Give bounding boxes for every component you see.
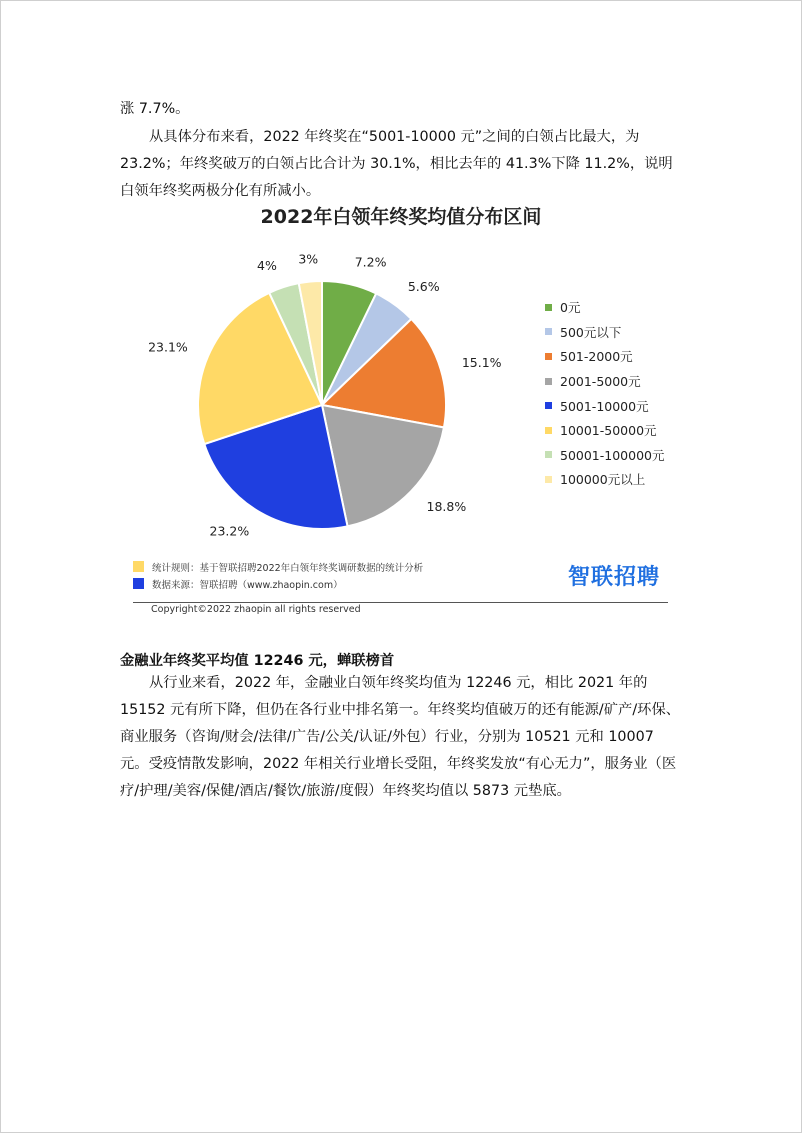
legend-swatch: [545, 427, 552, 434]
legend-item: [545, 418, 665, 443]
legend-label: 50001-100000元: [560, 447, 665, 463]
pie-data-label-6: 23.1%: [148, 339, 188, 355]
legend-swatch: [545, 378, 552, 385]
copyright-text: Copyright©2022 zhaopin all rights reserved: [151, 604, 361, 615]
legend-label: 501-2000元: [560, 349, 633, 365]
legend-swatch: [545, 476, 552, 483]
section-heading: 金融业年终奖平均值 12246 元，蝉联榜首: [120, 653, 395, 669]
legend-swatch: [545, 451, 552, 458]
note-swatch-blue: [133, 578, 144, 589]
pie-data-label-4: 18.8%: [426, 498, 467, 514]
legend-item: [545, 344, 665, 369]
legend-item: [545, 295, 665, 320]
legend-label: 0元: [560, 300, 581, 316]
paragraph-distribution: 从具体分布来看，2022 年终奖在“5001-10000 元”之间的白领占比最大，为 23.2%；年终奖破万的白领占比合计为 30.1%，相比去年的 41.3%下降 11.2%，说明白领年终奖两极分化有所减小。: [120, 129, 673, 199]
zhaopin-logo: 智联招聘: [568, 565, 661, 590]
note-data-source-text: 数据来源：智联招聘（www.zhaopin.com）: [152, 579, 343, 591]
note-swatch-yellow: [133, 561, 144, 572]
legend-label: 10001-50000元: [560, 423, 657, 439]
pie-data-label-5: 23.2%: [209, 523, 250, 539]
pie-data-label-7: 4%: [257, 258, 277, 274]
footer-divider: [133, 602, 668, 603]
chart-title: 2022年白领年终奖均值分布区间: [260, 206, 542, 228]
legend-item: [545, 369, 665, 394]
legend-item: [545, 467, 665, 492]
pie-data-label-8: 3%: [298, 251, 319, 267]
legend-item: [545, 443, 665, 468]
legend-label: 2001-5000元: [560, 374, 641, 390]
legend-item: [545, 393, 665, 418]
legend-swatch: [545, 304, 552, 311]
paragraph-intro-tail: 涨 7.7%。: [120, 101, 190, 117]
legend-swatch: [545, 402, 552, 409]
note-stat-rule-text: 统计规则：基于智联招聘2022年白领年终奖调研数据的统计分析: [152, 562, 424, 574]
chart-legend: [545, 295, 665, 492]
legend-label: 5001-10000元: [560, 398, 649, 414]
legend-label: 500元以下: [560, 324, 622, 340]
pie-data-label-2: 5.6%: [407, 278, 440, 294]
paragraph-industry: 从行业来看，2022 年，金融业白领年终奖均值为 12246 元，相比 2021 年的 15152 元有所下降，但仍在各行业中排名第一。年终奖均值破万的还有能源/矿产/环保、商业服务（咨询/财会/法律/广告/公关/认证/外包）行业，分别为 10521 元和 10007 元。受疫情散发影响，2022 年相关行业增长受阻，年终奖发放“有心无力”，服务业（医疗/护理/美容/保健/酒店/餐饮/旅游/度假）年终奖均值以 5873 元垫底。: [120, 675, 681, 799]
pie-data-label-1: 7.2%: [354, 254, 387, 270]
legend-swatch: [545, 353, 552, 360]
pie-data-label-3: 15.1%: [461, 354, 502, 370]
legend-swatch: [545, 328, 552, 335]
legend-label: 100000元以上: [560, 472, 646, 488]
legend-item: [545, 320, 665, 345]
